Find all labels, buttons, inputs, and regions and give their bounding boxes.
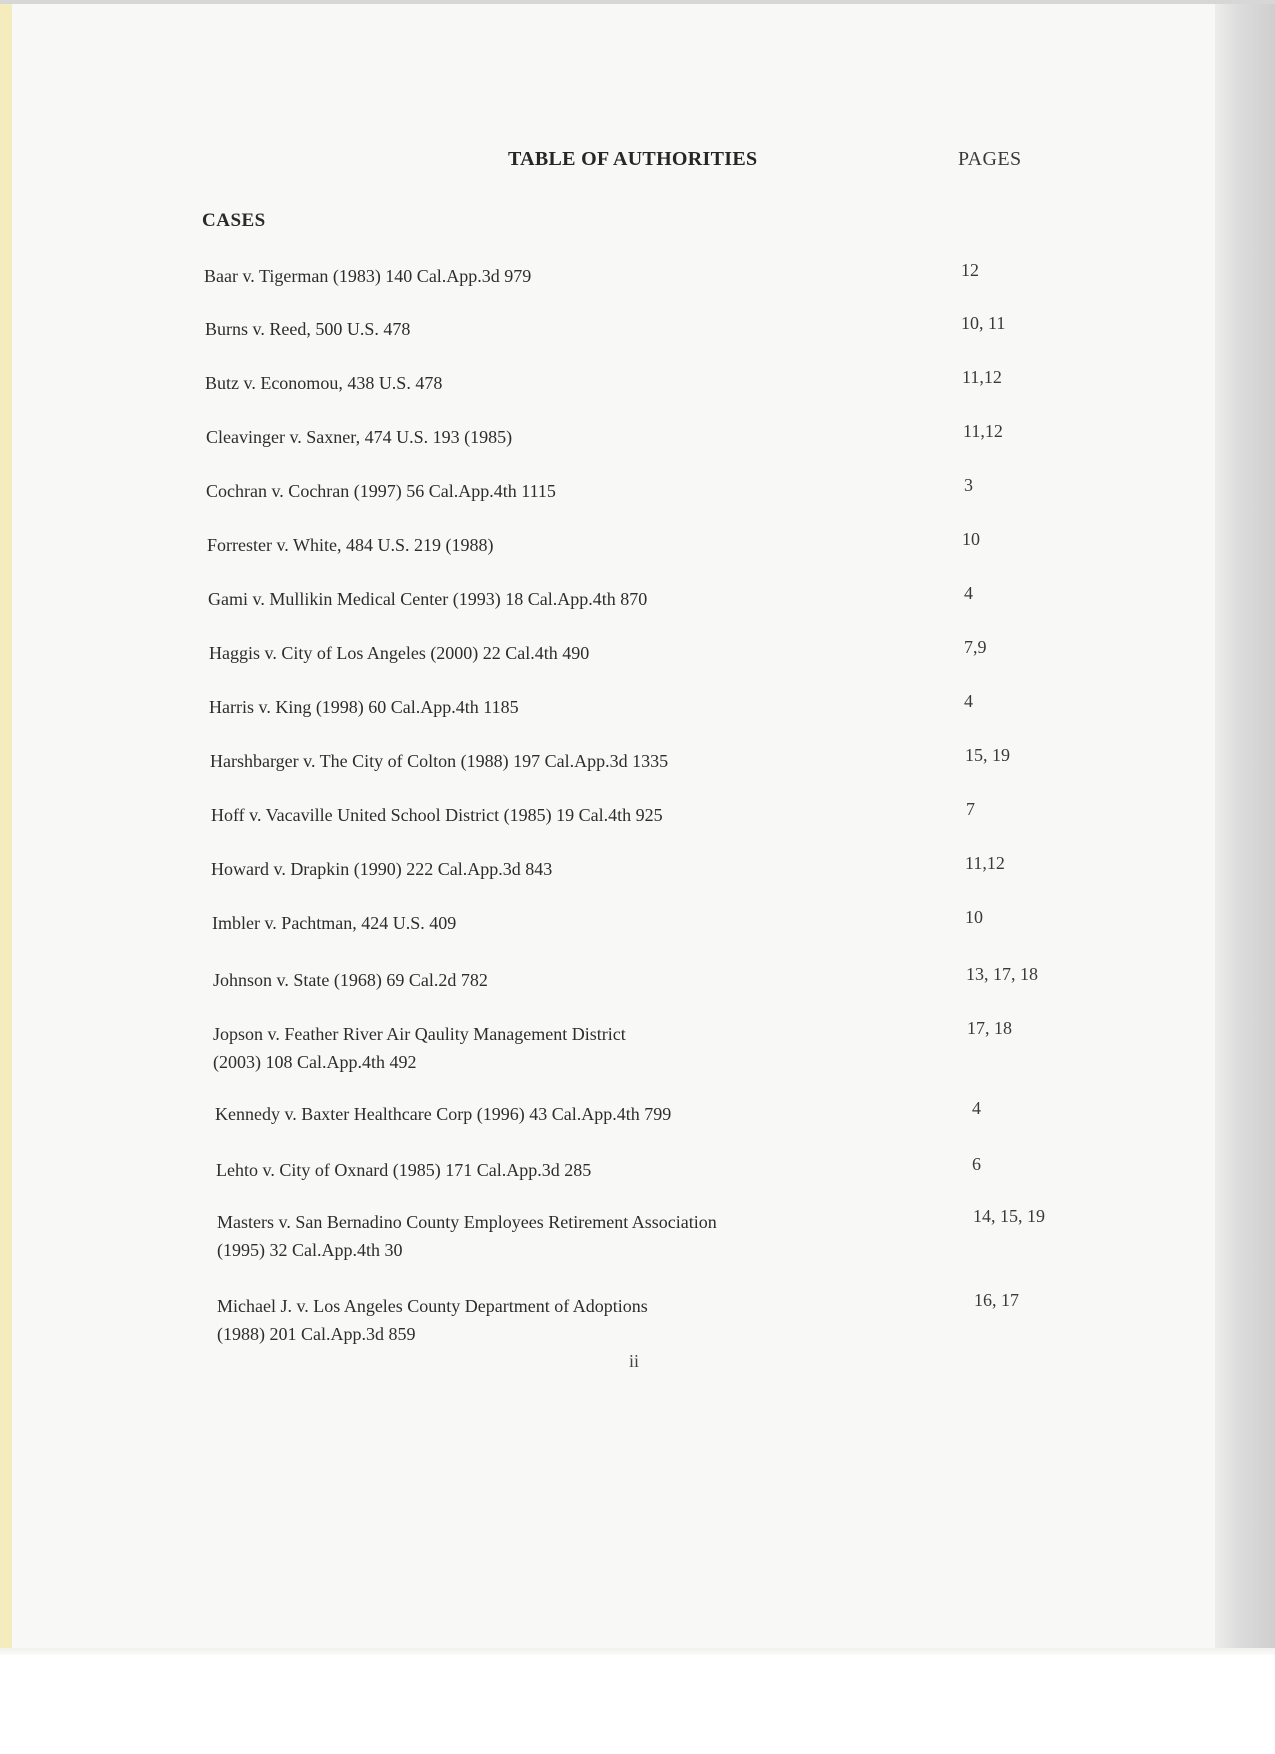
citation-line-2: (2003) 108 Cal.App.4th 492 (213, 1052, 417, 1072)
case-citation (213, 966, 488, 994)
case-citation (217, 1208, 717, 1264)
citation-line-1: Forrester v. White, 484 U.S. 219 (1988) (207, 535, 494, 555)
case-citation (208, 585, 647, 613)
case-citation (212, 909, 456, 937)
yellow-page-edge (0, 0, 12, 1668)
case-pages: 4 (964, 691, 973, 711)
case-pages: 4 (964, 583, 973, 603)
citation-line-1: Gami v. Mullikin Medical Center (1993) 18 Cal.App.4th 870 (208, 589, 648, 609)
case-pages: 6 (972, 1154, 981, 1174)
citation-line-1: Howard v. Drapkin (1990) 222 Cal.App.3d 843 (211, 859, 553, 879)
case-pages: 11,12 (965, 853, 1005, 873)
citation-line-2: (1995) 32 Cal.App.4th 30 (217, 1240, 403, 1260)
scan-bottom-margin (0, 1655, 1275, 1754)
case-pages: 7,9 (964, 637, 987, 657)
citation-line-1: Harris v. King (1998) 60 Cal.App.4th 1185 (209, 697, 519, 717)
case-pages: 12 (961, 260, 979, 280)
document-heading: TABLE OF AUTHORITIES (508, 148, 758, 170)
citation-line-1: Haggis v. City of Los Angeles (2000) 22 Cal.4th 490 (209, 643, 590, 663)
case-citation (210, 747, 668, 775)
citation-line-2: (1988) 201 Cal.App.3d 859 (217, 1324, 416, 1344)
case-pages: 16, 17 (974, 1290, 1019, 1310)
scan-top-edge (0, 0, 1275, 4)
case-pages: 17, 18 (967, 1018, 1012, 1038)
pages-column-header: PAGES (958, 148, 1022, 170)
case-pages: 11,12 (962, 367, 1002, 387)
case-citation (217, 1292, 648, 1348)
case-citation (211, 855, 552, 883)
citation-line-1: Burns v. Reed, 500 U.S. 478 (205, 319, 411, 339)
case-citation (209, 639, 589, 667)
case-pages: 13, 17, 18 (966, 964, 1038, 984)
citation-line-1: Lehto v. City of Oxnard (1985) 171 Cal.App.3d 285 (216, 1160, 592, 1180)
case-citation (206, 477, 556, 505)
citation-line-1: Masters v. San Bernadino County Employees Retirement Association (217, 1212, 717, 1232)
case-pages: 11,12 (963, 421, 1003, 441)
case-citation (213, 1020, 626, 1076)
citation-line-1: Imbler v. Pachtman, 424 U.S. 409 (212, 913, 457, 933)
case-citation (206, 423, 512, 451)
case-citation (211, 801, 663, 829)
case-pages: 4 (972, 1098, 981, 1118)
citation-line-1: Hoff v. Vacaville United School District (1985) 19 Cal.4th 925 (211, 805, 663, 825)
section-title-cases: CASES (202, 210, 266, 231)
case-citation (209, 693, 519, 721)
case-citation (215, 1100, 671, 1128)
case-pages: 3 (964, 475, 973, 495)
citation-line-1: Michael J. v. Los Angeles County Department of Adoptions (217, 1296, 648, 1316)
page-edge-shadow (1215, 0, 1275, 1668)
case-citation (205, 369, 442, 397)
case-citation (205, 315, 410, 343)
case-citation (204, 262, 531, 290)
case-pages: 10 (962, 529, 980, 549)
case-pages: 10, 11 (961, 313, 1006, 333)
citation-line-1: Johnson v. State (1968) 69 Cal.2d 782 (213, 970, 488, 990)
citation-line-1: Kennedy v. Baxter Healthcare Corp (1996) 43 Cal.App.4th 799 (215, 1104, 672, 1124)
citation-line-1: Butz v. Economou, 438 U.S. 478 (205, 373, 443, 393)
citation-line-1: Cleavinger v. Saxner, 474 U.S. 193 (1985) (206, 427, 513, 447)
case-pages: 15, 19 (965, 745, 1010, 765)
case-citation (216, 1156, 591, 1184)
case-pages: 14, 15, 19 (973, 1206, 1045, 1226)
citation-line-1: Jopson v. Feather River Air Qaulity Management District (213, 1024, 626, 1044)
case-citation (207, 531, 493, 559)
case-pages: 10 (965, 907, 983, 927)
page-number: ii (629, 1351, 640, 1371)
case-pages: 7 (966, 799, 975, 819)
citation-line-1: Harshbarger v. The City of Colton (1988) 197 Cal.App.3d 1335 (210, 751, 669, 771)
citation-line-1: Baar v. Tigerman (1983) 140 Cal.App.3d 979 (204, 266, 532, 286)
citation-line-1: Cochran v. Cochran (1997) 56 Cal.App.4th 1115 (206, 481, 556, 501)
